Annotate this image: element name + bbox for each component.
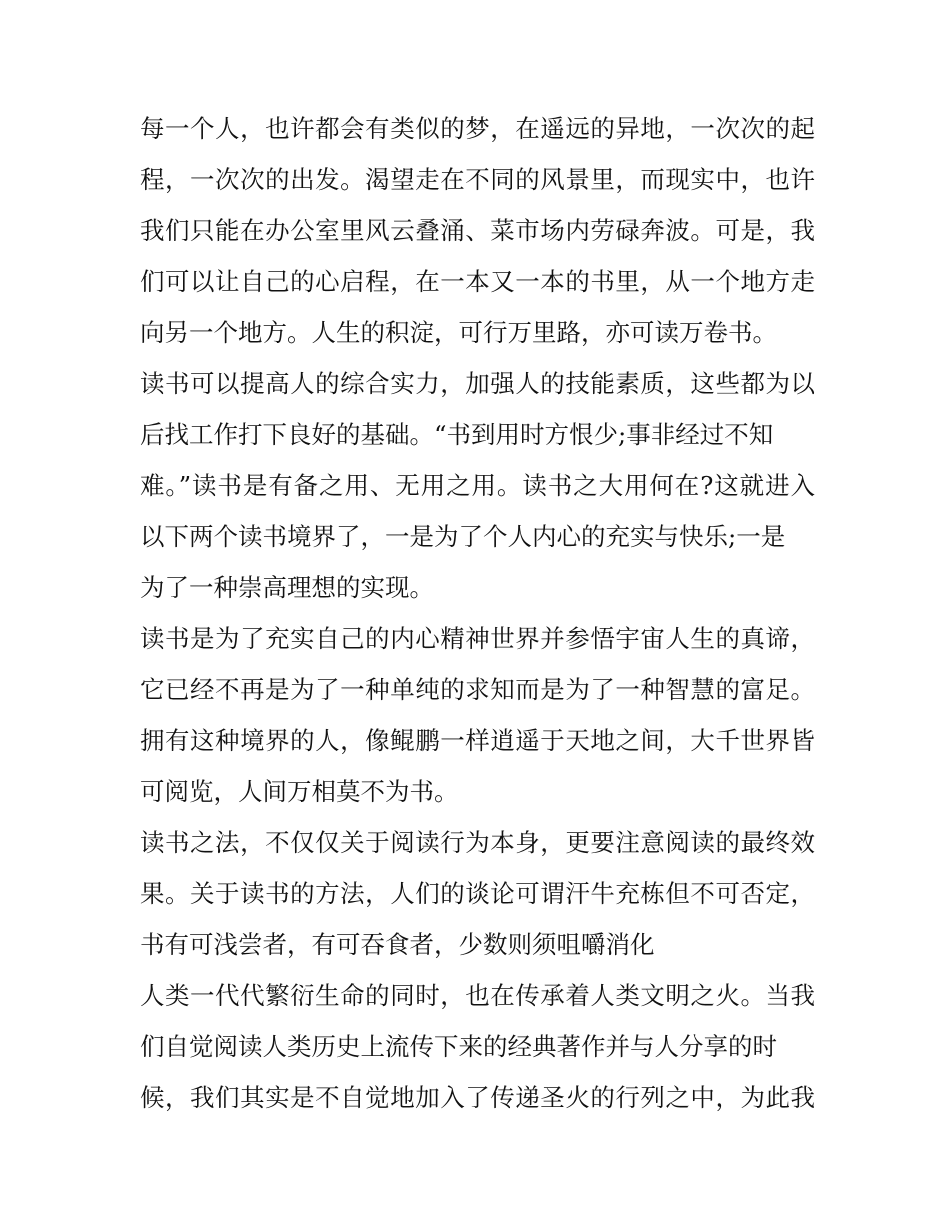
text-line: 人类一代代繁衍生命的同时，也在传承着人类文明之火。当我 <box>140 981 815 1010</box>
text-line: 每一个人，也许都会有类似的梦，在遥远的异地，一次次的起 <box>140 114 815 143</box>
text-line: 我们只能在办公室里风云叠涌、菜市场内劳碌奔波。可是，我 <box>140 216 815 245</box>
text-line: 以下两个读书境界了，一是为了个人内心的充实与快乐;一是 <box>140 522 786 551</box>
text-line: 后找工作打下良好的基础。“书到用时方恨少;事非经过不知 <box>140 420 774 449</box>
document-body <box>140 103 815 1123</box>
paragraph-2 <box>140 358 815 613</box>
paragraph-4 <box>140 817 815 970</box>
paragraph-5 <box>140 970 815 1123</box>
text-line: 果。关于读书的方法，人们的谈论可谓汗牛充栋但不可否定， <box>140 879 815 908</box>
text-line: 程，一次次的出发。渴望走在不同的风景里，而现实中，也许 <box>140 165 815 194</box>
text-line: 拥有这种境界的人，像鲲鹏一样逍遥于天地之间，大千世界皆 <box>140 726 815 755</box>
text-line: 向另一个地方。人生的积淀，可行万里路，亦可读万卷书。 <box>140 318 777 347</box>
text-line: 可阅览，人间万相莫不为书。 <box>140 777 459 806</box>
text-line: 为了一种崇高理想的实现。 <box>140 573 434 602</box>
text-line: 难。”读书是有备之用、无用之用。读书之大用何在?这就进入 <box>140 471 815 500</box>
text-line: 候，我们其实是不自觉地加入了传递圣火的行列之中，为此我 <box>140 1083 815 1112</box>
text-line: 们自觉阅读人类历史上流传下来的经典著作并与人分享的时 <box>140 1032 777 1061</box>
text-line: 读书是为了充实自己的内心精神世界并参悟宇宙人生的真谛， <box>140 624 815 653</box>
paragraph-1 <box>140 103 815 358</box>
paragraph-3 <box>140 613 815 817</box>
text-line: 读书可以提高人的综合实力，加强人的技能素质，这些都为以 <box>140 369 815 398</box>
text-line: 它已经不再是为了一种单纯的求知而是为了一种智慧的富足。 <box>140 675 815 704</box>
text-line: 书有可浅尝者，有可吞食者，少数则须咀嚼消化 <box>140 930 655 959</box>
text-line: 们可以让自己的心启程，在一本又一本的书里，从一个地方走 <box>140 267 815 296</box>
text-line: 读书之法，不仅仅关于阅读行为本身，更要注意阅读的最终效 <box>140 828 815 857</box>
